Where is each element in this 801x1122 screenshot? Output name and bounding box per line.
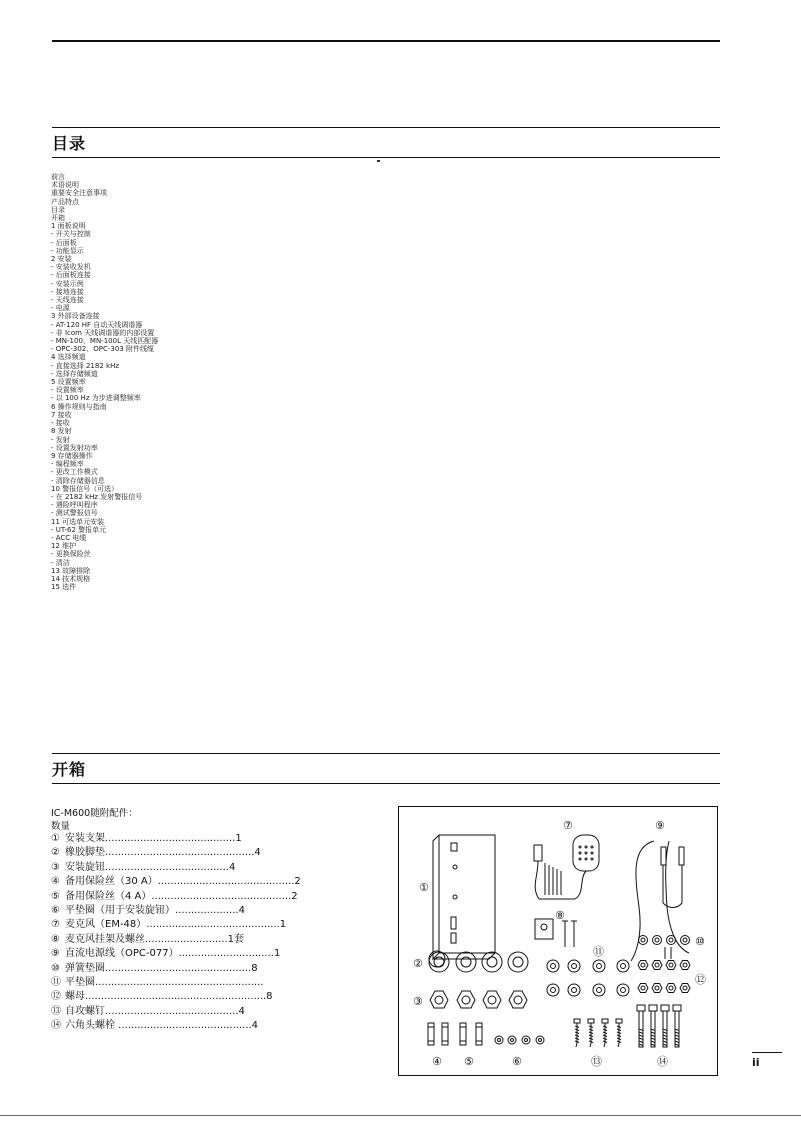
bolt-thread bbox=[639, 1029, 643, 1031]
fig-label-7: ⑦ bbox=[563, 819, 573, 832]
screw-thread bbox=[617, 1035, 621, 1037]
knob-center bbox=[488, 996, 496, 1004]
bolt-thread bbox=[651, 1029, 655, 1031]
unpack-title-rule-top bbox=[52, 753, 720, 754]
toc-item: - 清洁 bbox=[51, 558, 70, 567]
toc-item: - ACC 电缆 bbox=[51, 533, 87, 542]
rubber-foot-shape bbox=[429, 952, 449, 972]
accessory-item bbox=[51, 1019, 301, 1033]
accessory-number: ⑨ bbox=[51, 948, 60, 960]
toc-item: - OPC-302、OPC-303 附件线缆 bbox=[51, 345, 154, 354]
accessory-item bbox=[51, 918, 301, 932]
nut-hole bbox=[669, 986, 673, 990]
accessory-number: ⑫ bbox=[51, 991, 61, 1003]
washer-inner bbox=[572, 988, 577, 993]
bolt-thread bbox=[639, 1044, 643, 1046]
accessory-item bbox=[51, 976, 301, 990]
nut-shape bbox=[666, 961, 676, 970]
flat-washer-inner bbox=[539, 1039, 542, 1042]
accessory-number: ⑧ bbox=[51, 933, 60, 945]
screw-thread bbox=[603, 1038, 607, 1040]
fuse-shape bbox=[428, 1023, 434, 1045]
toc-item: 6 操作规则与指南 bbox=[51, 402, 107, 411]
toc-item: - 编程频率 bbox=[51, 460, 84, 469]
spring-washer-shape bbox=[667, 936, 676, 945]
accessory-item bbox=[51, 846, 301, 860]
flat-washer-shape bbox=[508, 1036, 516, 1044]
accessory-text: 备用保险丝（4 A）............................................2 bbox=[65, 890, 298, 902]
screw-thread bbox=[603, 1032, 607, 1034]
accessories-list bbox=[51, 832, 301, 1034]
knob-center bbox=[435, 996, 443, 1004]
flat-washer-inner bbox=[511, 1039, 514, 1042]
bolt-thread bbox=[663, 1044, 667, 1046]
toc-item: - 功能显示 bbox=[51, 246, 84, 255]
toc-item: 产品特点 bbox=[51, 197, 79, 206]
toc-item: - 安装收发机 bbox=[51, 263, 91, 272]
knob-center bbox=[462, 996, 470, 1004]
screw-thread bbox=[575, 1041, 579, 1043]
accessory-text: 麦克风挂架及螺丝..........................1套 bbox=[65, 933, 245, 945]
accessory-text: 螺母.........................................................8 bbox=[65, 991, 273, 1003]
nut-hole bbox=[641, 963, 645, 967]
spring-washer-inner bbox=[641, 938, 645, 942]
screw-head bbox=[574, 1019, 580, 1023]
page-number-rule bbox=[752, 1052, 782, 1053]
toc-item: - MN-100、MN-100L 天线匹配器 bbox=[51, 337, 159, 346]
washer-inner bbox=[572, 964, 577, 969]
accessory-text: 平垫圈（用于安装旋钮）....................4 bbox=[65, 905, 245, 917]
washer-inner bbox=[621, 964, 626, 969]
accessory-number: ⑤ bbox=[51, 890, 60, 902]
toc-item: - AT-120 HF 自动天线调谐器 bbox=[51, 320, 143, 329]
spring-washer-inner bbox=[683, 938, 687, 942]
flat-washer-inner bbox=[525, 1039, 528, 1042]
rubber-foot-shape bbox=[456, 952, 476, 972]
knob-shape bbox=[483, 991, 501, 1008]
bolt-thread bbox=[663, 1029, 667, 1031]
unpack-title: 开箱 bbox=[52, 760, 87, 779]
scan-mark bbox=[377, 160, 380, 162]
spring-washer-shape bbox=[653, 936, 662, 945]
toc-item: - 更改工作模式 bbox=[51, 468, 98, 477]
rubber-foot-inner bbox=[487, 957, 497, 967]
screw-thread bbox=[603, 1041, 607, 1043]
fig-label-1: ① bbox=[419, 881, 429, 894]
nut-shape bbox=[638, 984, 648, 993]
toc-title-rule-bottom bbox=[52, 157, 720, 158]
bolt-thread bbox=[651, 1035, 655, 1037]
nut-shape bbox=[666, 984, 676, 993]
accessory-item bbox=[51, 947, 301, 961]
screw-thread bbox=[617, 1029, 621, 1031]
fig-label-11: ⑪ bbox=[593, 945, 604, 958]
bolt-thread bbox=[651, 1041, 655, 1043]
knob-shape bbox=[430, 991, 448, 1008]
accessory-item bbox=[51, 875, 301, 889]
fuse-shape bbox=[476, 1023, 482, 1045]
fig-label-8: ⑧ bbox=[555, 909, 565, 922]
rubber-foot-shape bbox=[508, 952, 528, 972]
accessory-text: 直流电源线（OPC-077）..............................1 bbox=[65, 948, 281, 960]
fig-label-3: ③ bbox=[413, 995, 423, 1008]
toc-item: - 直接选择 2182 kHz bbox=[51, 361, 120, 370]
bolt-thread bbox=[639, 1032, 643, 1034]
accessory-number: ⑦ bbox=[51, 919, 60, 931]
accessories-heading bbox=[51, 807, 138, 833]
toc-item: 4 选择频道 bbox=[51, 353, 86, 362]
fig-label-14: ⑭ bbox=[657, 1055, 668, 1068]
bolt-thread bbox=[663, 1038, 667, 1040]
toc-item: 前言 bbox=[51, 173, 65, 181]
spring-washer-shape bbox=[639, 936, 648, 945]
toc-item: - 发射 bbox=[51, 435, 70, 444]
bolt-thread bbox=[663, 1035, 667, 1037]
spring-washer-inner bbox=[655, 938, 659, 942]
accessory-item bbox=[51, 990, 301, 1004]
flat-washer-shape bbox=[536, 1036, 544, 1044]
toc-item: 9 存储器操作 bbox=[51, 451, 93, 460]
bolt-thread bbox=[639, 1041, 643, 1043]
toc-item: - UT-62 警报单元 bbox=[51, 525, 107, 534]
page-number: ii bbox=[752, 1056, 760, 1069]
screw-thread bbox=[589, 1041, 593, 1043]
toc-item: - 后面板 bbox=[51, 238, 77, 247]
toc-item: 重要安全注意事项 bbox=[51, 189, 107, 198]
flat-washer-inner bbox=[498, 1039, 501, 1042]
washer-shape bbox=[568, 984, 580, 996]
mounting-bracket-drawing bbox=[433, 835, 495, 959]
toc-item: 7 接收 bbox=[51, 410, 72, 419]
toc-item: - 安装示例 bbox=[51, 279, 84, 288]
bolt-thread bbox=[675, 1038, 679, 1040]
screw-thread bbox=[575, 1029, 579, 1031]
screw-thread bbox=[575, 1038, 579, 1040]
toc-item: 开箱 bbox=[51, 214, 65, 223]
bolt-thread bbox=[651, 1032, 655, 1034]
toc-item: - 在 2182 kHz 发射警报信号 bbox=[51, 492, 143, 501]
accessories-figure bbox=[398, 806, 718, 1076]
screw-thread bbox=[603, 1026, 607, 1028]
accessories-model-heading: IC-M600随附配件： bbox=[51, 808, 138, 819]
accessory-number: ⑪ bbox=[51, 977, 61, 989]
bolt-thread bbox=[675, 1035, 679, 1037]
accessory-item bbox=[51, 962, 301, 976]
screw-thread bbox=[617, 1032, 621, 1034]
bolt-thread bbox=[639, 1038, 643, 1040]
accessory-number: ① bbox=[51, 833, 60, 844]
screw-thread bbox=[589, 1026, 593, 1028]
screw-head bbox=[616, 1019, 622, 1023]
bolt-thread bbox=[675, 1029, 679, 1031]
nut-shape bbox=[638, 961, 648, 970]
toc-item: - 设置发射功率 bbox=[51, 443, 98, 452]
toc-item: - 非 Icom 天线调谐器的内部设置 bbox=[51, 328, 155, 337]
accessory-number: ④ bbox=[51, 876, 60, 888]
toc-item: 目录 bbox=[51, 205, 65, 214]
toc-title: 目录 bbox=[52, 134, 87, 153]
screw-thread bbox=[589, 1035, 593, 1037]
toc-item: 3 外部设备连接 bbox=[51, 312, 100, 321]
accessory-text: 平垫圈..................................................... bbox=[65, 977, 264, 989]
screw-thread bbox=[575, 1026, 579, 1028]
bolt-thread bbox=[663, 1032, 667, 1034]
bolt-thread bbox=[675, 1041, 679, 1043]
washer-shape bbox=[547, 960, 559, 972]
fig-label-5: ⑤ bbox=[464, 1055, 474, 1068]
fig-label-9: ⑨ bbox=[655, 819, 665, 832]
toc-item: - 设置频率 bbox=[51, 386, 84, 395]
toc-item: 1 面板说明 bbox=[51, 222, 86, 231]
bolt-head bbox=[637, 1005, 645, 1011]
accessory-number: ⑭ bbox=[51, 1020, 61, 1032]
accessory-text: 安装支架.........................................1 bbox=[65, 833, 242, 844]
screw-head bbox=[602, 1019, 608, 1023]
toc-list bbox=[51, 173, 158, 591]
screw-head bbox=[588, 1019, 594, 1023]
top-rule bbox=[52, 40, 720, 42]
toc-item: - 遇险呼叫程序 bbox=[51, 501, 98, 510]
mic-hanger-drawing bbox=[535, 919, 577, 947]
accessory-number: ② bbox=[51, 847, 60, 859]
toc-item: 11 可选单元安装 bbox=[51, 517, 105, 526]
bolt-thread bbox=[639, 1035, 643, 1037]
accessory-item bbox=[51, 832, 301, 846]
nut-hole bbox=[669, 963, 673, 967]
screw-thread bbox=[575, 1032, 579, 1034]
screw-thread bbox=[603, 1035, 607, 1037]
fuse-shape bbox=[442, 1023, 448, 1045]
screw-thread bbox=[617, 1041, 621, 1043]
accessory-text: 麦克风（EM-48）..........................................1 bbox=[65, 919, 287, 931]
accessory-text: 备用保险丝（30 A）...........................................2 bbox=[65, 876, 301, 888]
toc-item: 术语说明 bbox=[51, 181, 79, 190]
fig-label-4: ④ bbox=[432, 1055, 442, 1068]
bolt-head bbox=[649, 1005, 657, 1011]
screw-thread bbox=[575, 1035, 579, 1037]
nut-shape bbox=[680, 984, 690, 993]
microphone-drawing bbox=[534, 835, 599, 899]
nut-shape bbox=[680, 961, 690, 970]
nut-shape bbox=[652, 984, 662, 993]
washer-shape bbox=[547, 984, 559, 996]
washer-shape bbox=[568, 960, 580, 972]
fig-label-10: ⑩ bbox=[695, 935, 705, 948]
screw-thread bbox=[603, 1029, 607, 1031]
rubber-foot-inner bbox=[513, 957, 523, 967]
washer-shape bbox=[617, 960, 629, 972]
accessory-number: ③ bbox=[51, 861, 60, 873]
fig-label-6: ⑥ bbox=[512, 1055, 522, 1068]
toc-item: 5 设置频率 bbox=[51, 378, 86, 387]
accessory-item bbox=[51, 933, 301, 947]
bolt-thread bbox=[663, 1041, 667, 1043]
accessory-number: ⑬ bbox=[51, 1005, 61, 1017]
spring-washer-inner bbox=[669, 938, 673, 942]
toc-item: 14 技术规格 bbox=[51, 574, 91, 583]
flat-washer-shape bbox=[522, 1036, 530, 1044]
accessory-item bbox=[51, 890, 301, 904]
washer-inner bbox=[621, 988, 626, 993]
washer-inner bbox=[597, 988, 602, 993]
toc-item: - 开关与控制 bbox=[51, 230, 91, 239]
accessory-text: 弹簧垫圈..............................................8 bbox=[65, 962, 258, 974]
screw-thread bbox=[589, 1032, 593, 1034]
washer-inner bbox=[597, 964, 602, 969]
accessory-text: 六角头螺栓 ..........................................4 bbox=[65, 1020, 259, 1032]
toc-item: - 选择存储频道 bbox=[51, 369, 98, 378]
toc-item: - 电源 bbox=[51, 304, 70, 313]
washer-inner bbox=[551, 988, 556, 993]
nut-hole bbox=[683, 963, 687, 967]
toc-item: - 测试警报信号 bbox=[51, 509, 98, 518]
toc-item: 13 故障排除 bbox=[51, 566, 91, 575]
quantity-label: 数量 bbox=[51, 821, 71, 832]
toc-item: 15 选件 bbox=[51, 583, 77, 592]
bolt-thread bbox=[675, 1032, 679, 1034]
knob-center bbox=[514, 996, 522, 1004]
fig-label-13: ⑬ bbox=[591, 1055, 602, 1068]
nut-hole bbox=[641, 986, 645, 990]
bolt-thread bbox=[651, 1038, 655, 1040]
toc-title-rule-top bbox=[52, 127, 720, 128]
spring-washer-shape bbox=[681, 936, 690, 945]
accessory-item bbox=[51, 861, 301, 875]
bolt-head bbox=[661, 1005, 669, 1011]
bolt-thread bbox=[651, 1044, 655, 1046]
fig-label-2: ② bbox=[413, 957, 423, 970]
toc-item: 8 发射 bbox=[51, 427, 72, 436]
screw-thread bbox=[589, 1038, 593, 1040]
bottom-rule bbox=[0, 1115, 801, 1116]
toc-item: - 清除存储器信息 bbox=[51, 476, 105, 485]
washer-inner bbox=[551, 964, 556, 969]
accessory-item bbox=[51, 904, 301, 918]
accessory-number: ⑥ bbox=[51, 905, 60, 917]
toc-item: 10 警报信号（可选） bbox=[51, 484, 119, 493]
nut-hole bbox=[655, 986, 659, 990]
nut-hole bbox=[655, 963, 659, 967]
screw-thread bbox=[617, 1038, 621, 1040]
fuse-shape bbox=[460, 1023, 466, 1045]
knob-shape bbox=[509, 991, 527, 1008]
accessory-item bbox=[51, 1005, 301, 1019]
rubber-foot-shape bbox=[482, 952, 502, 972]
screw-thread bbox=[589, 1029, 593, 1031]
knob-shape bbox=[457, 991, 475, 1008]
nut-hole bbox=[683, 986, 687, 990]
unpack-title-rule-bottom bbox=[52, 783, 720, 784]
accessory-text: 橡胶脚垫...............................................4 bbox=[65, 847, 261, 859]
toc-item: - 更换保险丝 bbox=[51, 550, 91, 559]
nut-shape bbox=[652, 961, 662, 970]
bolt-head bbox=[673, 1005, 681, 1011]
flat-washer-shape bbox=[495, 1036, 503, 1044]
accessories-illustration bbox=[399, 807, 719, 1077]
accessory-number: ⑩ bbox=[51, 962, 60, 974]
bolt-thread bbox=[675, 1044, 679, 1046]
washer-shape bbox=[617, 984, 629, 996]
toc-item: - 以 100 Hz 为步进调整频率 bbox=[51, 394, 141, 403]
toc-item: - 接收 bbox=[51, 419, 70, 428]
accessory-text: 自攻螺钉..........................................4 bbox=[65, 1005, 245, 1017]
toc-item: - 后面板连接 bbox=[51, 271, 91, 280]
toc-item: 12 维护 bbox=[51, 542, 77, 551]
screw-thread bbox=[617, 1026, 621, 1028]
toc-item: - 接地连接 bbox=[51, 287, 84, 296]
washer-shape bbox=[593, 984, 605, 996]
fig-label-12: ⑫ bbox=[695, 973, 706, 986]
toc-item: - 天线连接 bbox=[51, 296, 84, 305]
washer-shape bbox=[593, 960, 605, 972]
accessory-text: 安装旋钮.......................................4 bbox=[65, 861, 236, 873]
toc-item: 2 安装 bbox=[51, 255, 72, 264]
